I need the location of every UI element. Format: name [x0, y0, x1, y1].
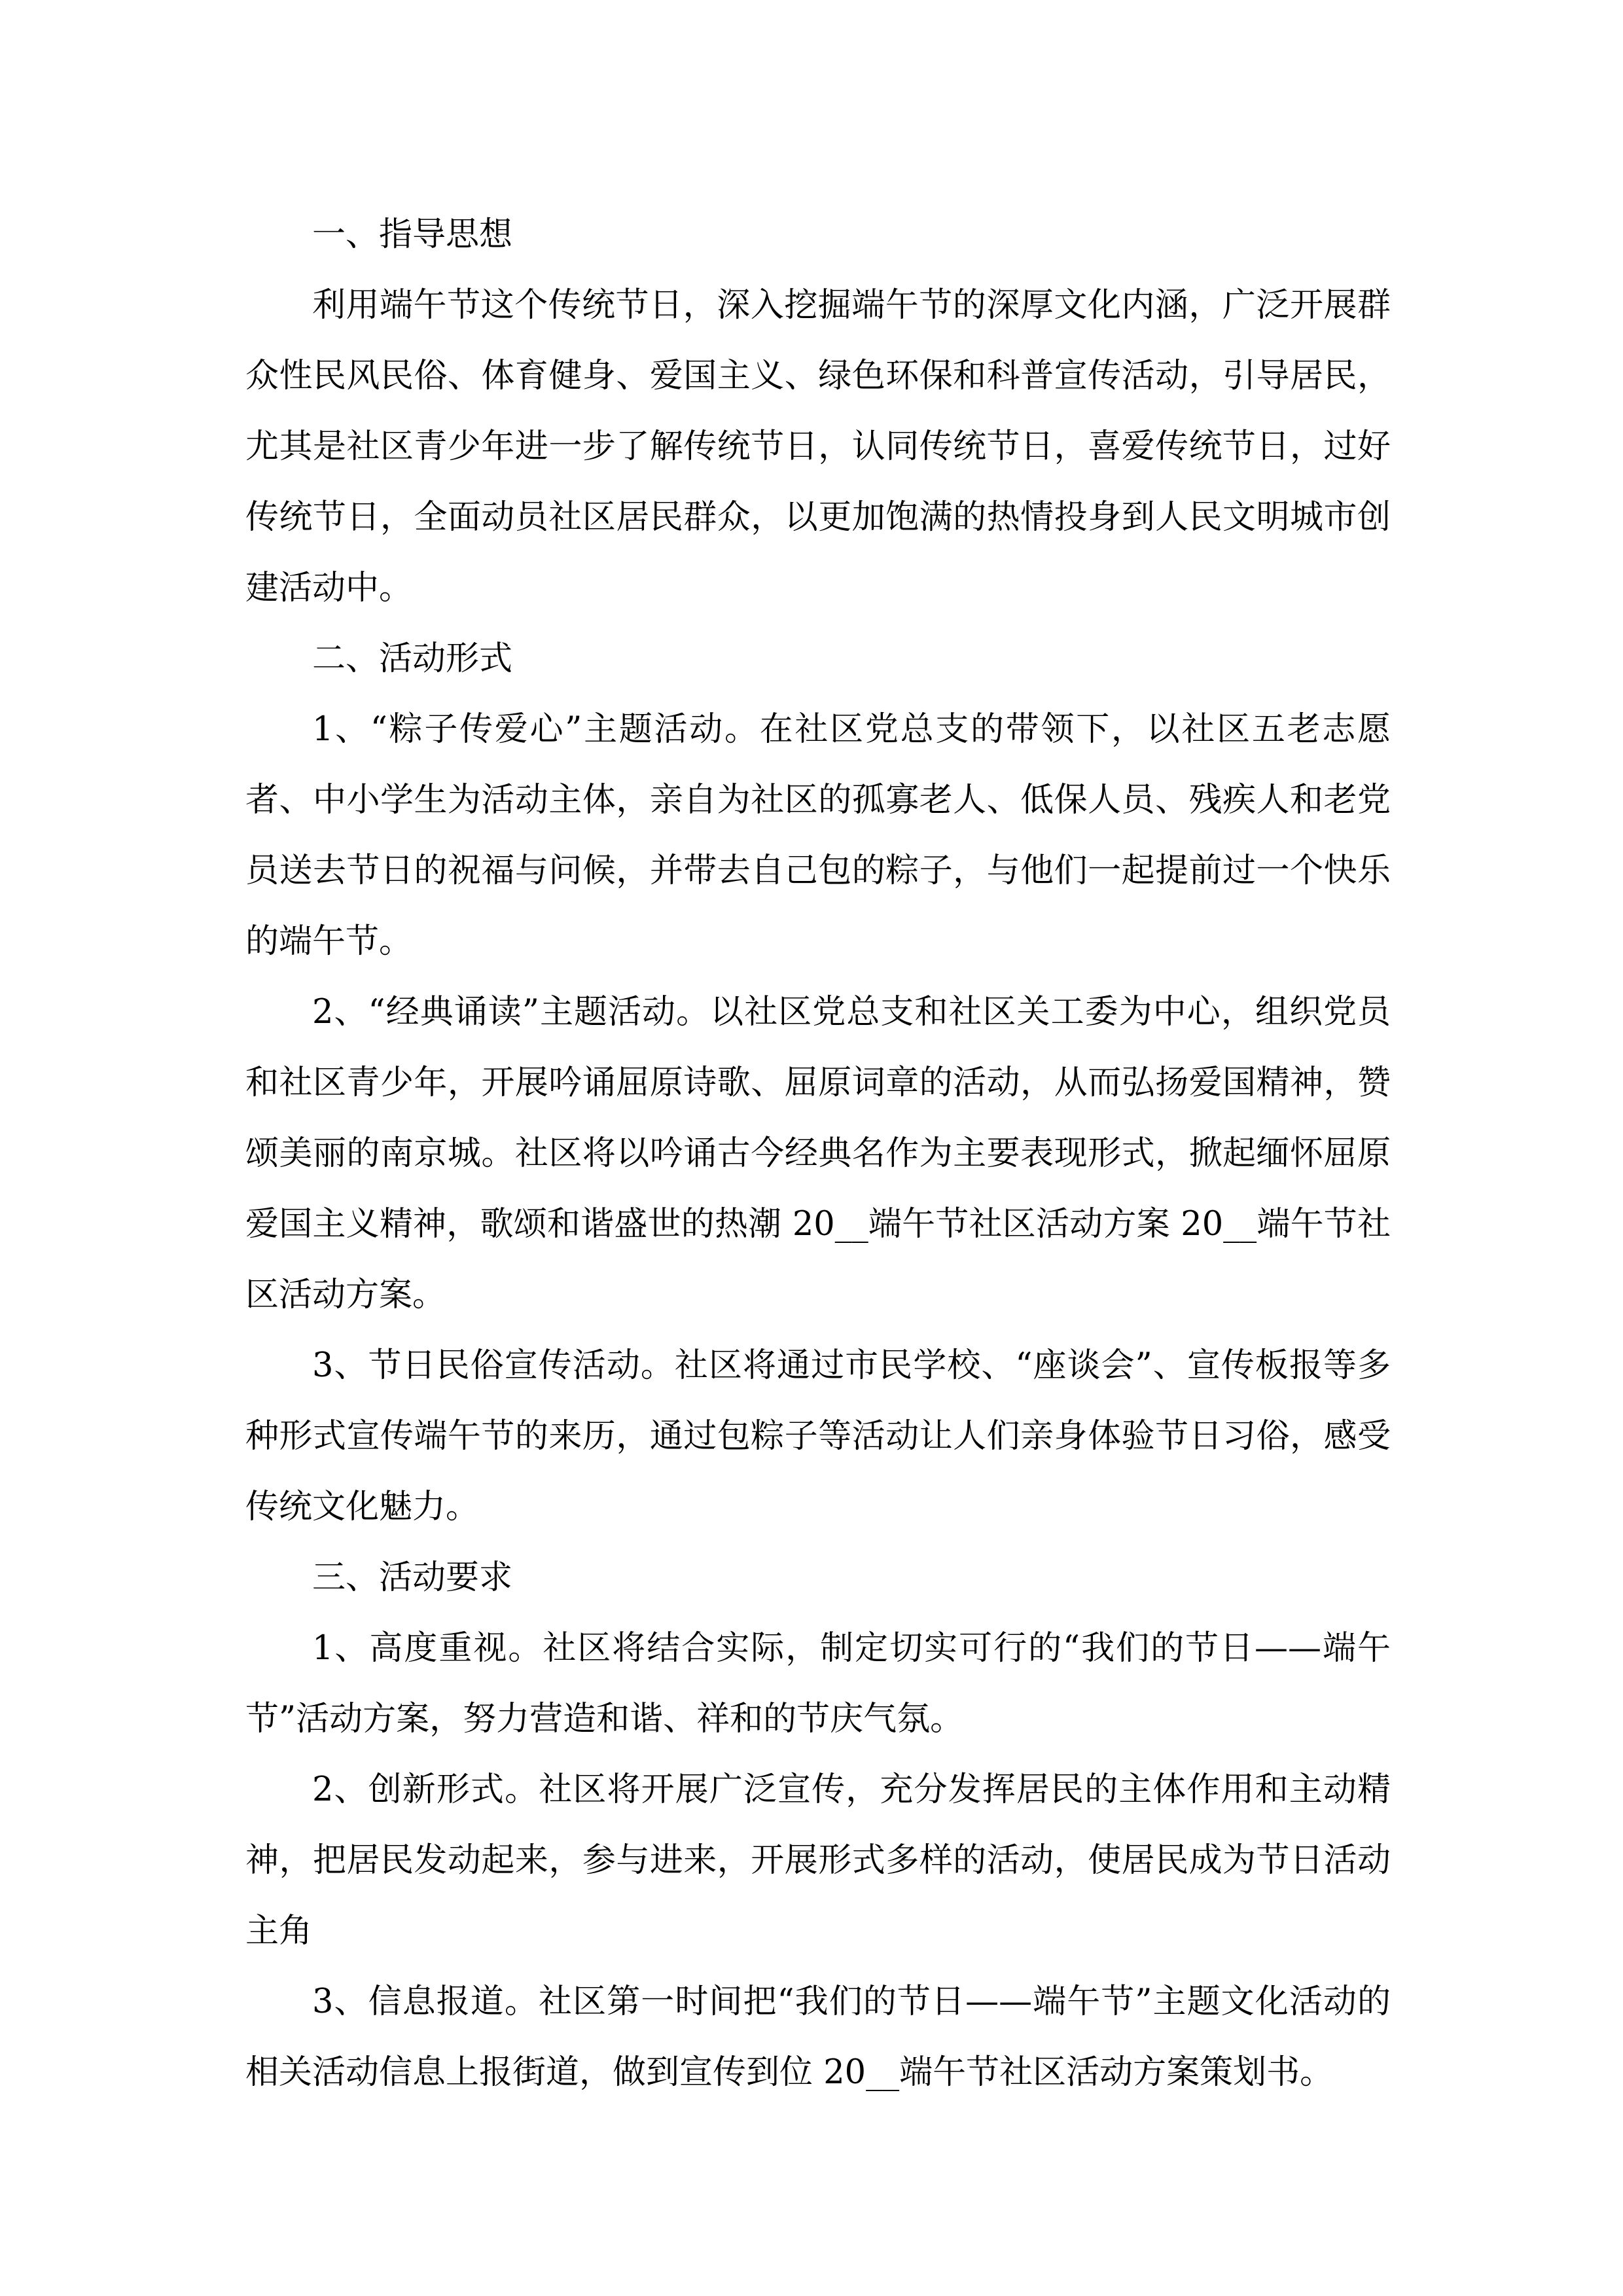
section-heading-activity-requirements: 三、活动要求 [312, 1558, 513, 1597]
section-heading-guiding-ideology: 一、指导思想 [312, 215, 513, 254]
document-body [245, 200, 1391, 2108]
paragraph-activity-3: 3、节日民俗宣传活动。社区将通过市民学校、“座谈会”、宣传板报等多种形式宣传端午节的来历，通过包粽子等活动让人们亲身体验节日习俗，感受传统文化魅力。 [245, 1346, 1391, 1526]
paragraph-requirement-1: 1、高度重视。社区将结合实际，制定切实可行的“我们的节日——端午节”活动方案，努力营造和谐、祥和的节庆气氛。 [245, 1629, 1391, 1738]
paragraph-activity-1: 1、“粽子传爱心”主题活动。在社区党总支的带领下，以社区五老志愿者、中小学生为活动主体，亲自为社区的孤寡老人、低保人员、残疾人和老党员送去节日的祝福与问候，并带去自己包的粽子，与他们一起提前过一个快乐的端午节。 [245, 710, 1391, 961]
section-heading-activity-forms: 二、活动形式 [312, 639, 513, 678]
paragraph-requirement-3: 3、信息报道。社区第一时间把“我们的节日——端午节”主题文化活动的相关活动信息上报街道，做到宣传到位 20__端午节社区活动方案策划书。 [245, 1982, 1391, 2092]
paragraph-requirement-2: 2、创新形式。社区将开展广泛宣传，充分发挥居民的主体作用和主动精神，把居民发动起来，参与进来，开展形式多样的活动，使居民成为节日活动主角 [245, 1770, 1391, 1950]
paragraph-guiding-ideology: 利用端午节这个传统节日，深入挖掘端午节的深厚文化内涵，广泛开展群众性民风民俗、体育健身、爱国主义、绿色环保和科普宣传活动，引导居民，尤其是社区青少年进一步了解传统节日，认同传统节日，喜爱传统节日，过好传统节日，全面动员社区居民群众，以更加饱满的热情投身到人民文明城市创建活动中。 [245, 286, 1391, 607]
paragraph-activity-2: 2、“经典诵读”主题活动。以社区党总支和社区关工委为中心，组织党员和社区青少年，开展吟诵屈原诗歌、屈原词章的活动，从而弘扬爱国精神，赞颂美丽的南京城。社区将以吟诵古今经典名作为主要表现形式，掀起缅怀屈原爱国主义精神，歌颂和谐盛世的热潮 20__端午节社区活动方案 20__端午节社区活动方案。 [245, 993, 1391, 1314]
